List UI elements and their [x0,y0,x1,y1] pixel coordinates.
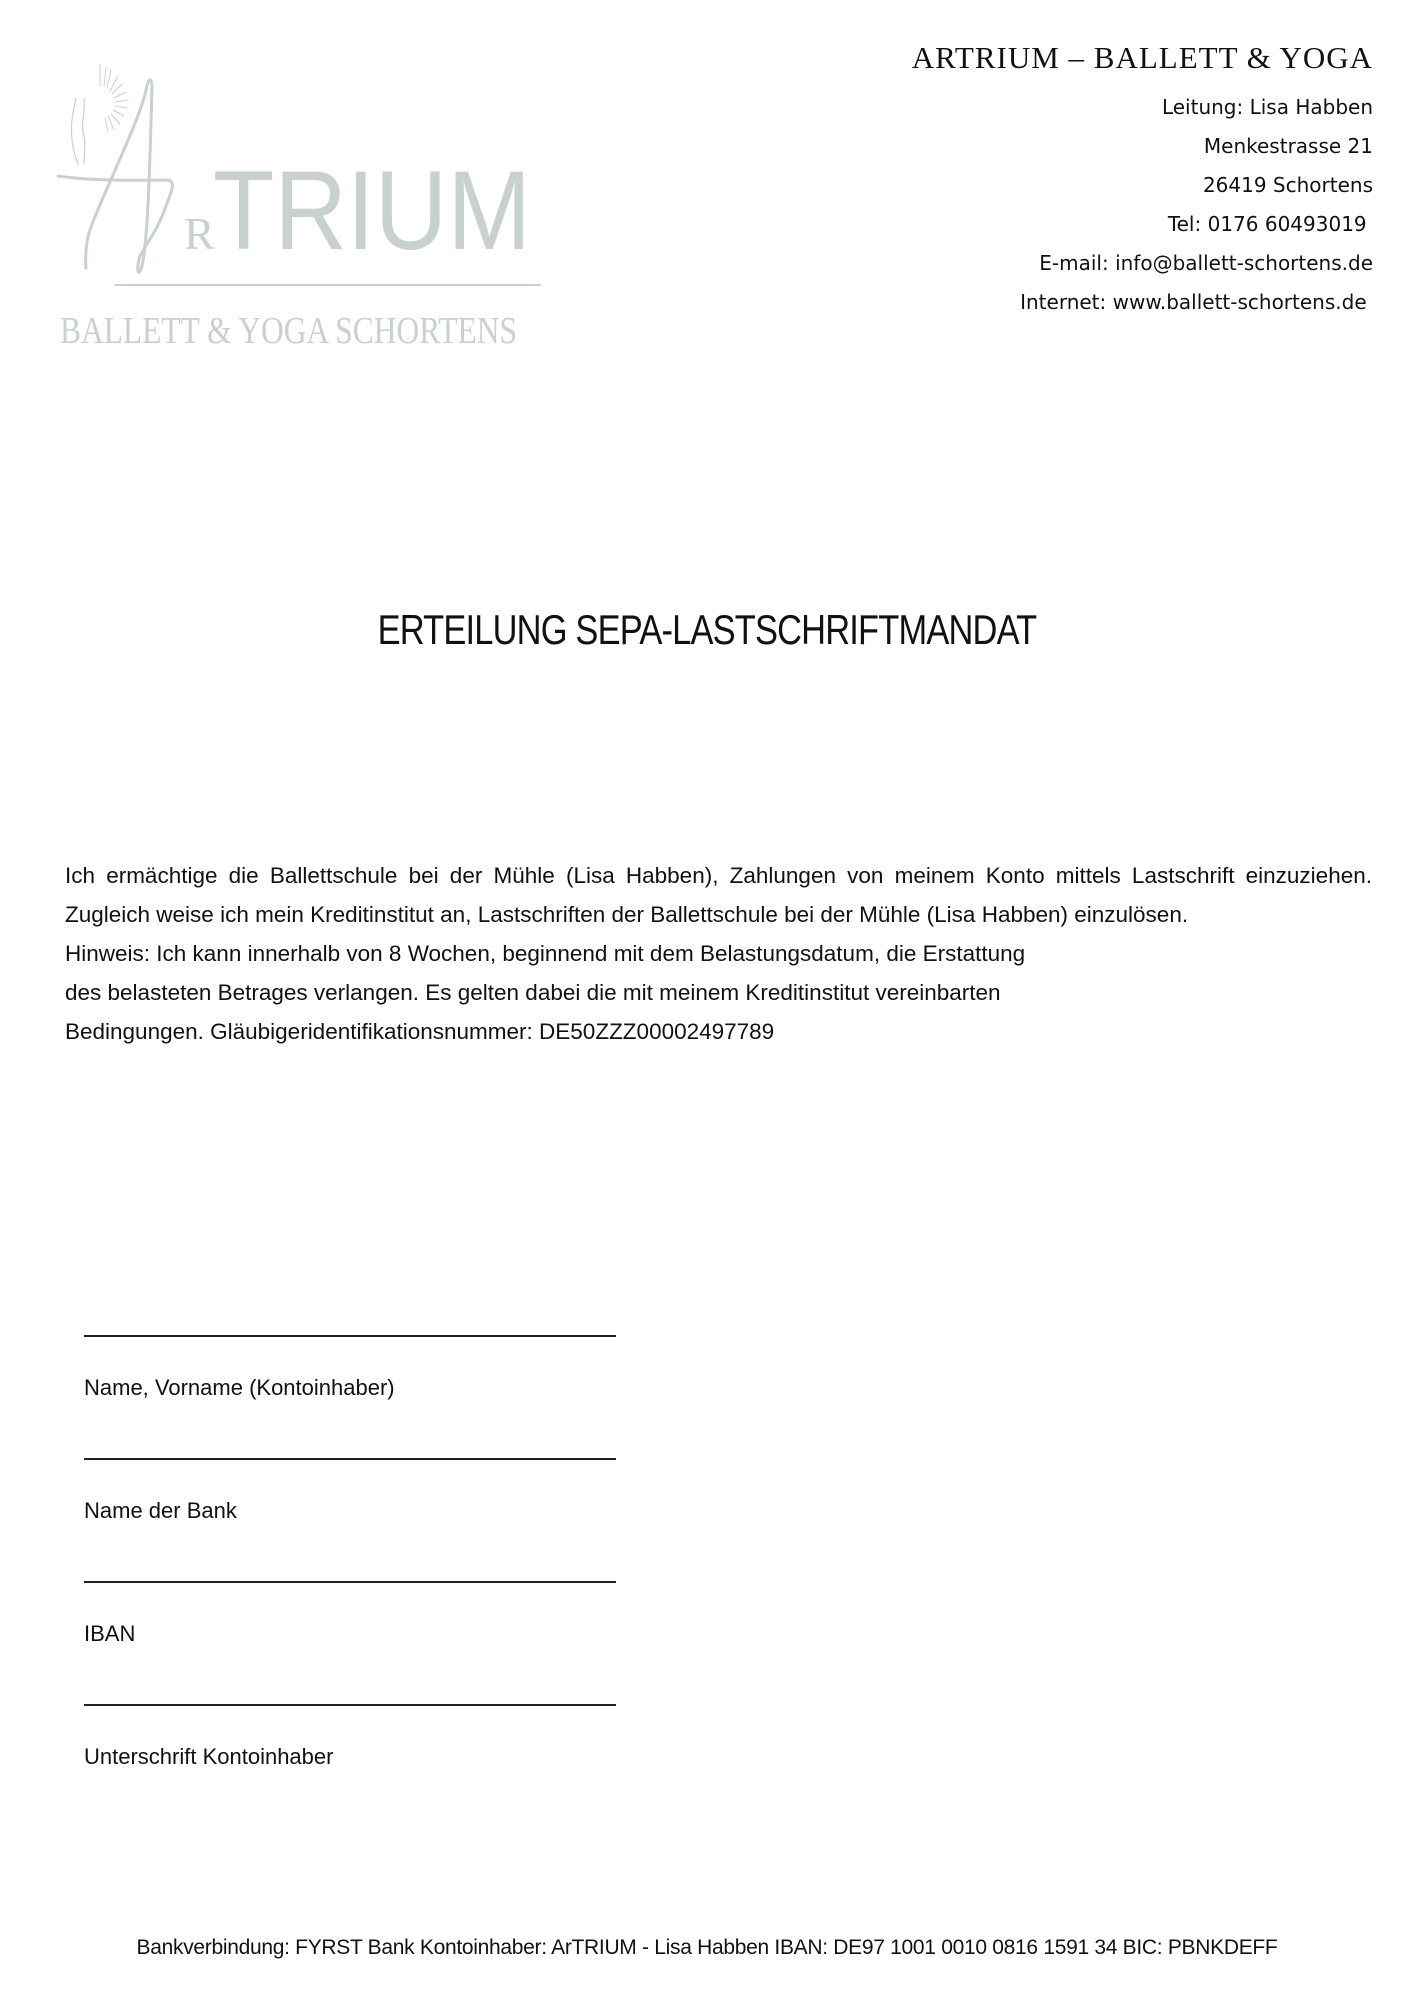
field-account-holder-name[interactable] [84,1335,624,1401]
field-bank-name[interactable] [84,1458,624,1524]
dancer-icon [71,98,84,164]
signature-line[interactable] [84,1581,616,1583]
contact-city: 26419 Schortens [1202,173,1373,197]
hint-line: Hinweis: Ich kann innerhalb von 8 Wochen, beginnend mit dem Belastungsdatum, die Erstattung [65,941,1026,966]
header-title: ARTRIUM – BALLETT & YOGA [911,40,1373,75]
contact-email: E-mail: info@ballett-schortens.de [1039,251,1373,275]
logo-wordmark: TRIUM [213,148,531,273]
mandate-text [65,856,1372,1051]
logo-letter-r: R [184,208,215,259]
contact-phone: Tel: 0176 60493019 [1167,212,1373,236]
artrium-logo [40,40,540,360]
signature-line[interactable] [84,1458,616,1460]
logo-subtitle: BALLETT & YOGA SCHORTENS [60,310,517,352]
field-label: Name, Vorname (Kontoinhaber) [84,1375,395,1400]
footer-bank-details: Bankverbindung: FYRST Bank Kontoinhaber: ArTRIUM - Lisa Habben IBAN: DE97 1001 0010 0816 1591 34 BIC: PBNKDEFF [136,1936,1278,1959]
contact-block [773,88,1373,322]
contact-website: Internet: www.ballett-schortens.de [1020,290,1373,314]
signature-line[interactable] [84,1335,616,1337]
field-label: Name der Bank [84,1498,237,1523]
contact-leitung: Leitung: Lisa Habben [1161,95,1373,119]
field-signature[interactable] [84,1704,624,1770]
contact-street: Menkestrasse 21 [1203,134,1373,158]
field-label: IBAN [84,1621,136,1646]
hint-line: des belasteten Betrages verlangen. Es gelten dabei die mit meinem Kreditinstitut vereinbarten [65,980,1001,1005]
mandate-paragraph: Ich ermächtige die Ballettschule bei der Mühle (Lisa Habben), Zahlungen von meinem Konto mittels Lastschrift einzuziehen. Zugleich weise ich mein Kreditinstitut an, Lastschriften der Ballettschule bei der Mühle (Lisa Habben) einzulösen. [65,863,1372,927]
document-title: ERTEILUNG SEPA-LASTSCHRIFTMANDAT [377,606,1037,653]
hint-line: Bedingungen. Gläubigeridentifikationsnummer: DE50ZZZ00002497789 [65,1019,775,1044]
field-iban[interactable] [84,1581,624,1647]
sun-rays-icon [100,64,128,132]
signature-line[interactable] [84,1704,616,1706]
field-label: Unterschrift Kontoinhaber [84,1744,334,1769]
